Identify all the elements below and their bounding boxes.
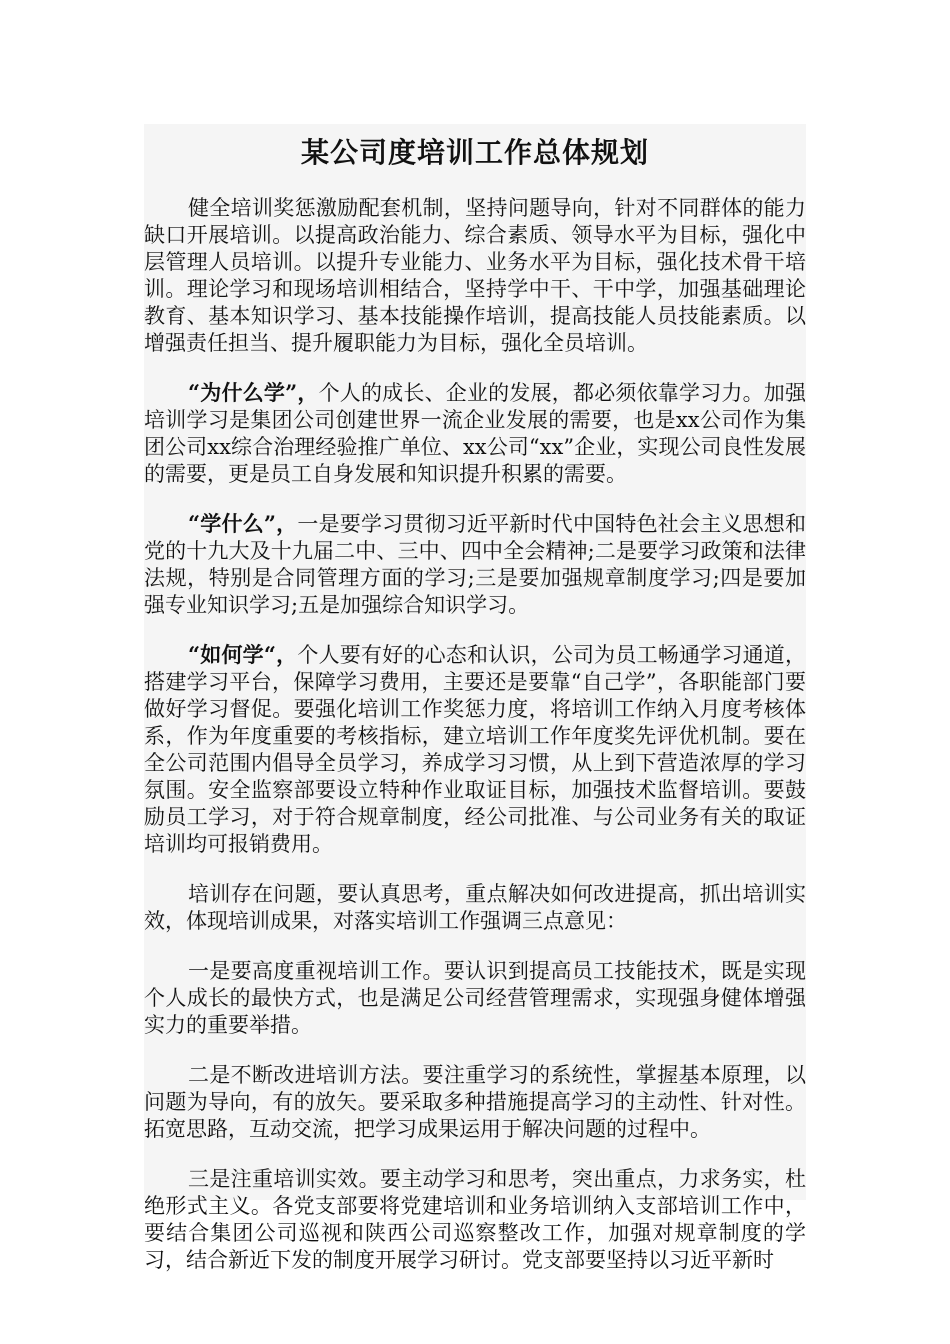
paragraph-lead: “如何学“， <box>188 642 298 667</box>
document-page <box>144 124 806 1272</box>
paragraph-incentive-mechanism <box>144 194 806 357</box>
paragraph-text: 健全培训奖惩激励配套机制，坚持问题导向，针对不同群体的能力缺口开展培训。以提高政治能力、综合素质、领导水平为目标，强化中层管理人员培训。以提升专业能力、业务水平为目标，强化技术骨干培训。理论学习和现场培训相结合，坚持学中干、干中学，加强基础理论教育、基本知识学习、基本技能操作培训，提高技能人员技能素质。以增强责任担当、提升履职能力为目标，强化全员培训。 <box>144 196 806 355</box>
paragraph-text: 个人的成长、企业的发展，都必须依靠学习力。加强培训学习是集团公司创建世界一流企业发展的需要，也是xx公司作为集团公司xx综合治理经验推广单位、xx公司“xx”企业，实现公司良性发展的需要，更是员工自身发展和知识提升积累的需要。 <box>144 381 806 486</box>
paragraph-how-to-learn <box>144 641 806 858</box>
paragraph-text: 培训存在问题，要认真思考，重点解决如何改进提高，抓出培训实效，体现培训成果，对落实培训工作强调三点意见： <box>144 882 806 933</box>
paragraph-what-to-learn <box>144 510 806 619</box>
paragraph-text: 一是要学习贯彻习近平新时代中国特色社会主义思想和党的十九大及十九届二中、三中、四中全会精神;二是要学习政策和法律法规，特别是合同管理方面的学习;三是要加强规章制度学习;四是要加强专业知识学习;五是加强综合知识学习。 <box>144 512 806 617</box>
paragraph-text: 二是不断改进培训方法。要注重学习的系统性，掌握基本原理，以问题为导向，有的放矢。要采取多种措施提高学习的主动性、针对性。拓宽思路，互动交流，把学习成果运用于解决问题的过程中。 <box>144 1063 806 1141</box>
paragraph-point-one <box>144 957 806 1039</box>
paragraph-training-problems <box>144 880 806 935</box>
paragraph-point-three <box>144 1165 806 1274</box>
paragraph-lead: “为什么学”， <box>188 380 319 405</box>
paragraph-text: 个人要有好的心态和认识，公司为员工畅通学习通道，搭建学习平台，保障学习费用，主要还是要靠“自己学”，各职能部门要做好学习督促。要强化培训工作奖惩力度，将培训工作纳入月度考核体系，作为年度重要的考核指标，建立培训工作年度奖先评优机制。要在全公司范围内倡导全员学习，养成学习习惯，从上到下营造浓厚的学习氛围。安全监察部要设立特种作业取证目标，加强技术监督培训。要鼓励员工学习，对于符合规章制度，经公司批准、与公司业务有关的取证培训均可报销费用。 <box>144 643 806 856</box>
paragraph-text: 三是注重培训实效。要主动学习和思考，突出重点，力求务实，杜绝形式主义。各党支部要将党建培训和业务培训纳入支部培训工作中，要结合集团公司巡视和陕西公司巡察整改工作，加强对规章制度的学习，结合新近下发的制度开展学习研讨。党支部要坚持以习近平新时 <box>144 1167 806 1272</box>
document-title: 某公司度培训工作总体规划 <box>300 136 649 169</box>
paragraph-why-learn <box>144 379 806 488</box>
paragraph-lead: “学什么”， <box>188 511 298 536</box>
paragraph-point-two <box>144 1061 806 1143</box>
paragraph-text: 一是要高度重视培训工作。要认识到提高员工技能技术，既是实现个人成长的最快方式，也是满足公司经营管理需求，实现强身健体增强实力的重要举措。 <box>144 959 806 1037</box>
document-body <box>144 194 806 1296</box>
